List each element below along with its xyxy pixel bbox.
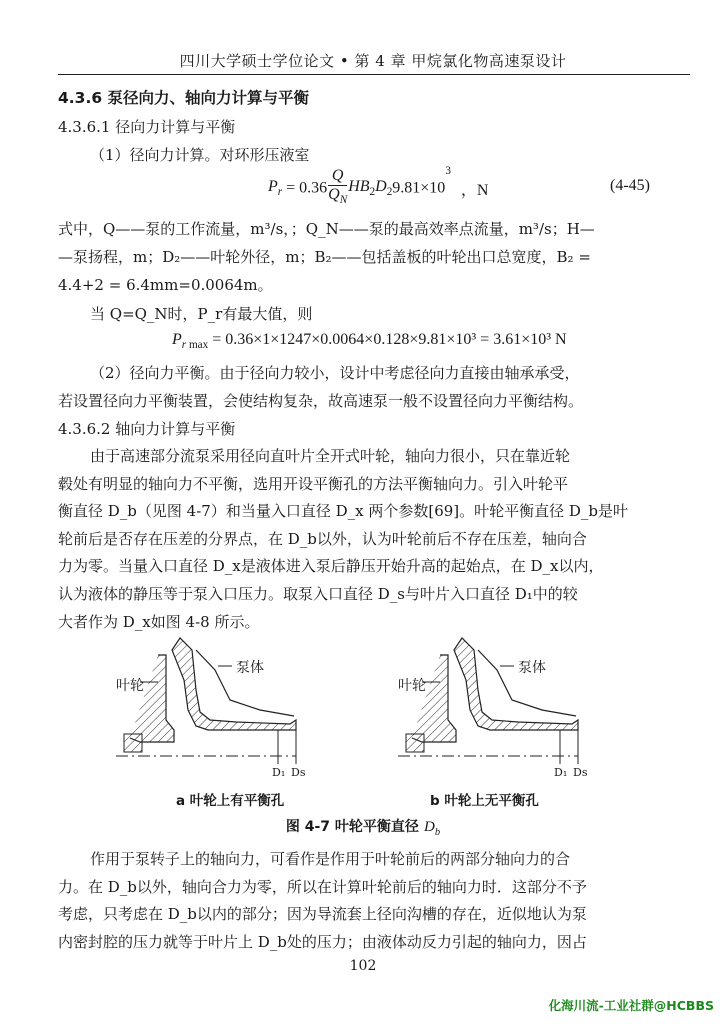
hub-block — [406, 734, 424, 752]
after-line: 内密封腔的压力就等于叶片上 D_b处的压力；由液体动反力引起的轴向力，因占 — [58, 932, 587, 951]
label-ds-a: Ds — [291, 766, 306, 779]
section-heading-4-3-6: 4.3.6 泵径向力、轴向力计算与平衡 — [58, 89, 310, 107]
header-rule — [58, 74, 690, 75]
label-d1-b: D₁ — [554, 766, 568, 779]
figure-caption — [0, 816, 726, 838]
axial-line: 大者作为 D_x如图 4-8 所示。 — [58, 612, 260, 631]
axial-line: 轮前后是否存在压差的分界点，在 D_b以外，认为叶轮前后不存在压差，轴向合 — [58, 529, 587, 548]
impeller-shape — [412, 655, 456, 742]
label-impeller-a: 叶轮 — [116, 678, 144, 694]
eq-unit: ，N — [460, 181, 489, 199]
after-figure-paragraph — [58, 846, 690, 956]
equation-number: (4-45) — [610, 177, 650, 194]
label-ds-b: Ds — [573, 766, 588, 779]
hub-block — [124, 734, 142, 752]
eq-exponent: 3 — [445, 165, 451, 177]
impeller-shape — [130, 655, 174, 742]
subcaption-a: a 叶轮上有平衡孔 — [176, 793, 285, 809]
figure-caption-symbol: $D_b$ — [424, 819, 441, 838]
radial-item-1: （1）径向力计算。对环形压液室 — [90, 146, 310, 164]
pump-body-shape — [172, 638, 296, 730]
figure-panel-b — [398, 638, 578, 764]
after-line: 作用于泵转子上的轴向力，可看作是作用于叶轮前后的两部分轴向力的合 — [90, 850, 571, 868]
equation-pr-max: $P_{r max} = 0.36\times 1\times 1247\times 0.0064\times 0.128\times 9.81\times 10^3 = 3.61\times 10^3$ N — [172, 331, 567, 352]
figure-4-7 — [100, 630, 620, 780]
page-number: 102 — [349, 958, 377, 974]
watermark: 化海川流-工业社群@HCBBS — [548, 998, 714, 1013]
section-heading-4-3-6-1: 4.3.6.1 径向力计算与平衡 — [58, 118, 236, 136]
eq-fraction: $\frac{Q}{Q_N}$ — [328, 167, 348, 207]
label-d1-a: D₁ — [272, 766, 286, 779]
axial-line: 毂处有明显的轴向力不平衡，选用开设平衡孔的方法平衡轴向力。引入叶轮平 — [58, 474, 569, 493]
axial-line: 衡直径 D_b（见图 4-7）和当量入口直径 D_x 两个参数[69]。叶轮平衡直径 D_b是叶 — [58, 502, 629, 521]
section-heading-4-3-6-2: 4.3.6.2 轴向力计算与平衡 — [58, 420, 236, 438]
pump-body-shape — [454, 638, 578, 730]
equation-4-45: $P_r = 0.36$ $\frac{Q}{Q_N}$ $HB_2D_29.81\times 10^3$ ，N — [268, 165, 488, 209]
subcaption-b: b 叶轮上无平衡孔 — [430, 793, 539, 809]
label-impeller-b: 叶轮 — [398, 678, 426, 694]
eq-coefficient: = 0.36 — [286, 179, 328, 197]
eq-max-expression: = 0.36×1×1247×0.0064×0.128×9.81×10³ = 3.61×10³ N — [212, 331, 567, 348]
axial-line: 认为液体的静压等于泵入口压力。取泵入口直径 D_s与叶片入口直径 D₁中的较 — [58, 584, 578, 603]
axial-line: 由于高速部分流泵采用径向直叶片全开式叶轮，轴向力很小，只在靠近轮 — [90, 447, 571, 465]
symbol-defs-line-1: 式中，Q——泵的工作流量，m³/s，；Q_N——泵的最高效率点流量，m³/s；H— — [58, 220, 595, 238]
axial-line: 力为零。当量入口直径 D_x是液体进入泵后静压开始升高的起始点，在 D_x以内， — [58, 557, 604, 576]
figure-caption-text: 图 4-7 叶轮平衡直径 — [285, 819, 419, 835]
after-line: 考虑，只考虑在 D_b以内的部分；因为导流套上径向沟槽的存在，近似地认为泵 — [58, 905, 587, 924]
max-condition-line: 当 Q=Q_N时，P_r有最大值，则 — [90, 305, 313, 323]
label-pump-body-a: 泵体 — [236, 660, 264, 676]
eq-tail: 9.81×10 — [392, 179, 446, 197]
radial-item-2-line-1: （2）径向力平衡。由于径向力较小，设计中考虑径向力直接由轴承承受， — [90, 364, 580, 382]
axial-paragraph — [58, 443, 690, 636]
label-pump-body-b: 泵体 — [518, 660, 546, 676]
after-line: 力。在 D_b以外，轴向合力为零，所以在计算叶轮前后的轴向力时．这部分不予 — [58, 877, 587, 896]
radial-item-2-line-2: 若设置径向力平衡装置，会使结构复杂，故高速泵一般不设置径向力平衡结构。 — [58, 392, 584, 410]
figure-panel-a — [116, 638, 296, 764]
symbol-defs-line-3: 4.4+2 = 6.4mm=0.0064m。 — [58, 276, 273, 294]
symbol-defs-line-2: —泵扬程，m；D₂——叶轮外径，m；B₂——包括盖板的叶轮出口总宽度，B₂ = — [58, 248, 591, 266]
running-header: 四川大学硕士学位论文 • 第 4 章 甲烷氯化物高速泵设计 — [179, 52, 567, 70]
